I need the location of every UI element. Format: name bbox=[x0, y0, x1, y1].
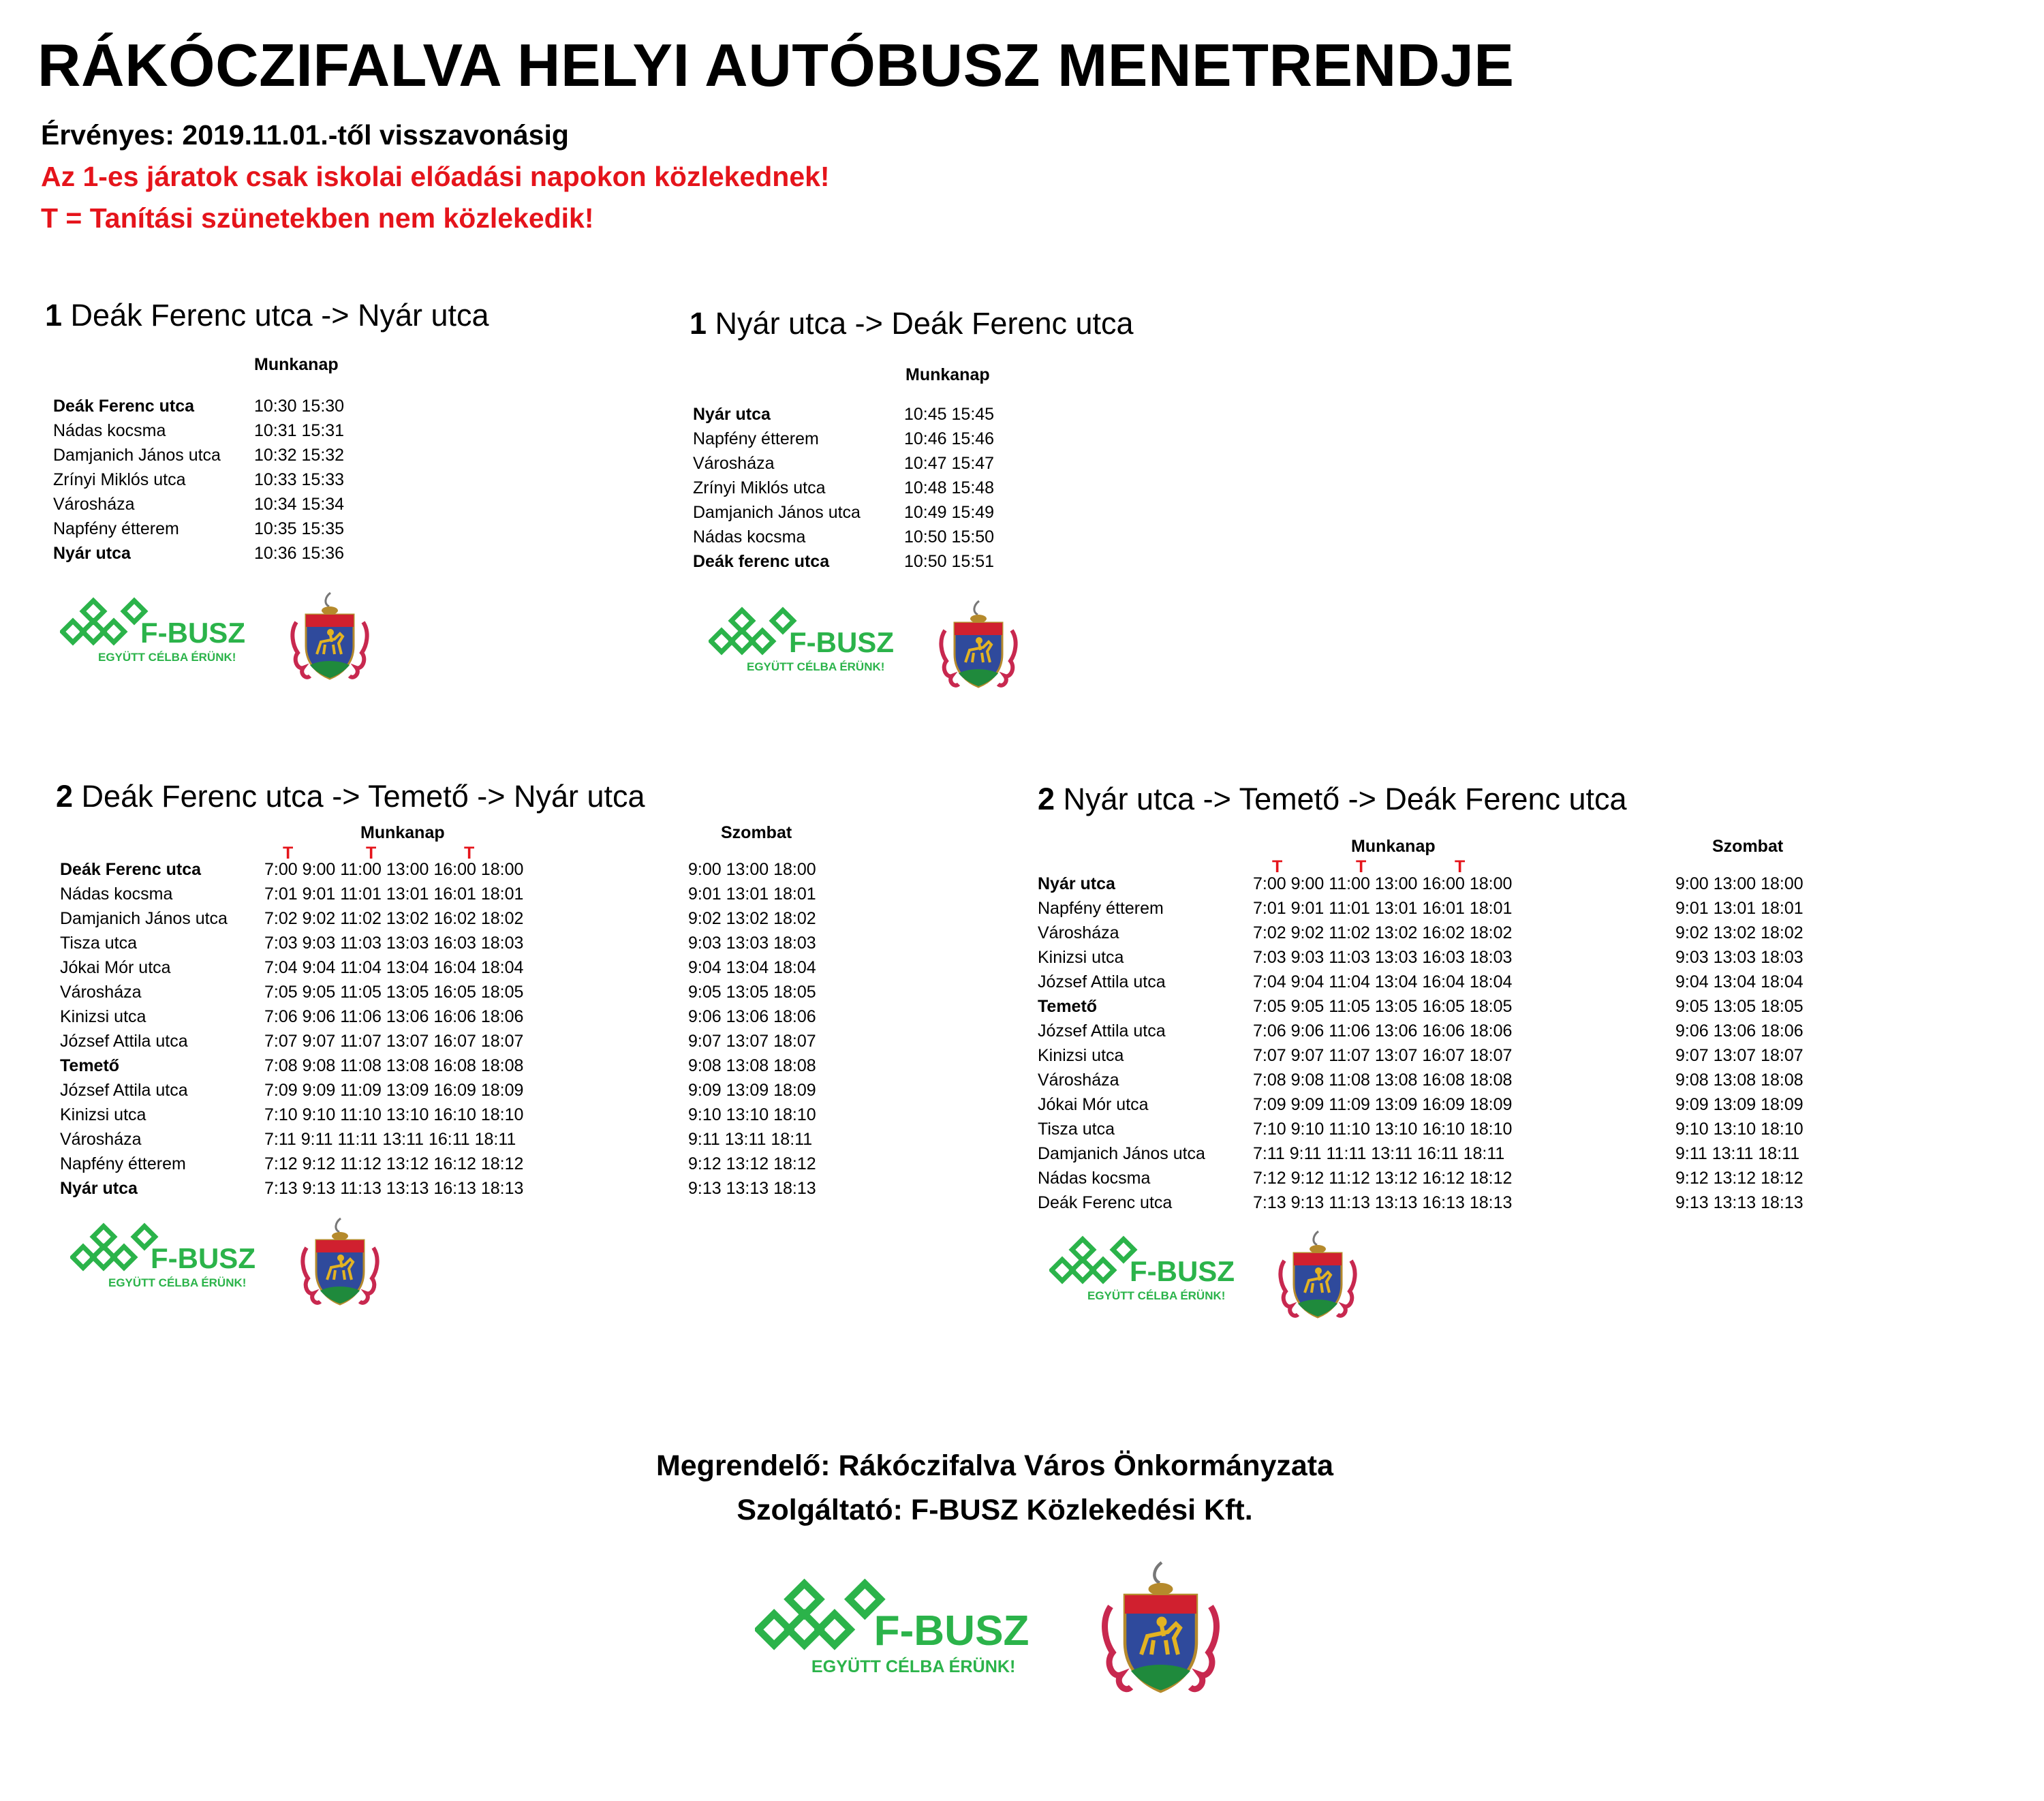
saturday-times: 9:05 13:05 18:05 bbox=[688, 983, 816, 1002]
departure-times: 10:46 15:46 bbox=[904, 429, 995, 448]
weekday-times: 7:02 9:02 11:02 13:02 16:02 18:02 bbox=[264, 909, 524, 928]
weekday-times: 7:01 9:01 11:01 13:01 16:01 18:01 bbox=[1253, 899, 1513, 918]
weekday-times: 7:06 9:06 11:06 13:06 16:06 18:06 bbox=[1253, 1021, 1513, 1041]
route-name: Deák Ferenc utca -> Temető -> Nyár utca bbox=[81, 779, 645, 814]
table-row bbox=[1038, 1092, 1855, 1117]
coat-of-arms-svg bbox=[938, 600, 1019, 692]
stop-name: József Attila utca bbox=[1038, 972, 1166, 991]
table-row bbox=[693, 500, 1047, 525]
notice-t-legend: T = Tanítási szünetekben nem közlekedik! bbox=[41, 202, 594, 234]
weekday-times: 7:08 9:08 11:08 13:08 16:08 18:08 bbox=[264, 1056, 524, 1075]
stop-name: Nádas kocsma bbox=[53, 421, 166, 440]
table-row bbox=[1038, 896, 1855, 921]
stop-list bbox=[60, 857, 878, 1201]
stop-name: Nádas kocsma bbox=[693, 527, 806, 547]
table-row bbox=[693, 451, 1047, 476]
table-row bbox=[693, 476, 1047, 500]
table-row bbox=[1038, 1190, 1855, 1215]
weekday-times: 7:10 9:10 11:10 13:10 16:10 18:10 bbox=[1253, 1120, 1513, 1139]
timetable-title bbox=[690, 308, 1134, 339]
table-row bbox=[60, 857, 878, 882]
column-header-weekday: Munkanap bbox=[254, 355, 339, 374]
route-number: 1 bbox=[45, 298, 63, 333]
weekday-times: 7:02 9:02 11:02 13:02 16:02 18:02 bbox=[1253, 923, 1513, 942]
stop-name: Zrínyi Miklós utca bbox=[693, 478, 826, 497]
stop-name: Jókai Mór utca bbox=[1038, 1095, 1149, 1114]
coat-of-arms-icon-large bbox=[1100, 1560, 1221, 1702]
stop-name: Napfény étterem bbox=[1038, 899, 1164, 918]
stop-name: Damjanich János utca bbox=[60, 909, 228, 928]
stop-name: Zrínyi Miklós utca bbox=[53, 470, 186, 489]
table-row bbox=[53, 394, 407, 418]
stop-name: Kinizsi utca bbox=[60, 1105, 146, 1124]
weekday-times: 7:04 9:04 11:04 13:04 16:04 18:04 bbox=[264, 958, 524, 977]
stop-name: Deák Ferenc utca bbox=[60, 860, 202, 879]
fbusz-slogan: EGYÜTT CÉLBA ÉRÜNK! bbox=[747, 660, 885, 673]
coat-of-arms-svg bbox=[1100, 1560, 1221, 1699]
departure-times: 10:50 15:50 bbox=[904, 527, 995, 547]
saturday-times: 9:06 13:06 18:06 bbox=[1675, 1021, 1803, 1041]
timetable-title bbox=[56, 781, 645, 812]
stop-name: Deák ferenc utca bbox=[693, 552, 830, 571]
stop-name: Nyár utca bbox=[693, 405, 771, 424]
saturday-times: 9:00 13:00 18:00 bbox=[688, 860, 816, 879]
saturday-times: 9:08 13:08 18:08 bbox=[1675, 1071, 1803, 1090]
saturday-times: 9:08 13:08 18:08 bbox=[688, 1056, 816, 1075]
fbusz-slogan: EGYÜTT CÉLBA ÉRÜNK! bbox=[98, 651, 236, 664]
stop-list bbox=[1038, 872, 1855, 1215]
table-row bbox=[693, 525, 1047, 549]
route-number: 2 bbox=[1038, 782, 1055, 816]
coat-of-arms-svg bbox=[1278, 1230, 1358, 1322]
weekday-times: 7:11 9:11 11:11 13:11 16:11 18:11 bbox=[1253, 1144, 1505, 1163]
table-row bbox=[1038, 1166, 1855, 1190]
departure-times: 10:45 15:45 bbox=[904, 405, 995, 424]
weekday-times: 7:00 9:00 11:00 13:00 16:00 18:00 bbox=[264, 860, 524, 879]
weekday-times: 7:04 9:04 11:04 13:04 16:04 18:04 bbox=[1253, 972, 1513, 991]
stop-name: Kinizsi utca bbox=[60, 1007, 146, 1026]
stop-name: József Attila utca bbox=[60, 1032, 188, 1051]
departure-times: 10:32 15:32 bbox=[254, 446, 345, 465]
table-row bbox=[1038, 1117, 1855, 1141]
table-row bbox=[1038, 1043, 1855, 1068]
weekday-times: 7:09 9:09 11:09 13:09 16:09 18:09 bbox=[1253, 1095, 1513, 1114]
saturday-times: 9:10 13:10 18:10 bbox=[1675, 1120, 1803, 1139]
route-number: 2 bbox=[56, 779, 74, 814]
weekday-times: 7:01 9:01 11:01 13:01 16:01 18:01 bbox=[264, 884, 524, 904]
table-row bbox=[693, 402, 1047, 427]
footer-orderer: Megrendelő: Rákóczifalva Város Önkormányzata bbox=[655, 1449, 1334, 1482]
table-row bbox=[60, 931, 878, 955]
stop-name: Temető bbox=[1038, 997, 1098, 1016]
departure-times: 10:48 15:48 bbox=[904, 478, 995, 497]
stop-name: Városháza bbox=[1038, 923, 1119, 942]
page-title: RÁKÓCZIFALVA HELYI AUTÓBUSZ MENETRENDJE bbox=[37, 31, 1515, 99]
departure-times: 10:50 15:51 bbox=[904, 552, 995, 571]
weekday-times: 7:05 9:05 11:05 13:05 16:05 18:05 bbox=[1253, 997, 1513, 1016]
weekday-times: 7:05 9:05 11:05 13:05 16:05 18:05 bbox=[264, 983, 524, 1002]
route-number: 1 bbox=[690, 306, 707, 341]
table-row bbox=[53, 517, 407, 541]
stop-name: Városháza bbox=[693, 454, 775, 473]
saturday-times: 9:12 13:12 18:12 bbox=[1675, 1169, 1803, 1188]
saturday-times: 9:13 13:13 18:13 bbox=[688, 1179, 816, 1198]
stop-name: Damjanich János utca bbox=[693, 503, 861, 522]
table-row bbox=[60, 955, 878, 980]
saturday-times: 9:09 13:09 18:09 bbox=[688, 1081, 816, 1100]
weekday-times: 7:10 9:10 11:10 13:10 16:10 18:10 bbox=[264, 1105, 524, 1124]
validity-text: Érvényes: 2019.11.01.-től visszavonásig bbox=[41, 119, 569, 151]
stop-name: Városháza bbox=[53, 495, 135, 514]
column-header-weekday: Munkanap bbox=[1351, 837, 1436, 856]
weekday-times: 7:06 9:06 11:06 13:06 16:06 18:06 bbox=[264, 1007, 524, 1026]
departure-times: 10:34 15:34 bbox=[254, 495, 345, 514]
table-row bbox=[53, 541, 407, 566]
table-row bbox=[60, 1053, 878, 1078]
stop-name: Nádas kocsma bbox=[60, 884, 173, 904]
table-row bbox=[60, 1078, 878, 1103]
stop-name: Temető bbox=[60, 1056, 120, 1075]
table-row bbox=[60, 906, 878, 931]
weekday-times: 7:08 9:08 11:08 13:08 16:08 18:08 bbox=[1253, 1071, 1513, 1090]
stop-name: Deák Ferenc utca bbox=[1038, 1193, 1173, 1212]
stop-name: Napfény étterem bbox=[53, 519, 179, 538]
table-row bbox=[693, 427, 1047, 451]
stop-name: Damjanich János utca bbox=[53, 446, 221, 465]
t-mark: T bbox=[1272, 857, 1283, 876]
table-row bbox=[1038, 1068, 1855, 1092]
table-row bbox=[1038, 1141, 1855, 1166]
table-row bbox=[1038, 994, 1855, 1019]
stop-name: József Attila utca bbox=[60, 1081, 188, 1100]
stop-name: Városháza bbox=[60, 1130, 142, 1149]
table-row bbox=[53, 443, 407, 467]
timetable-title bbox=[1038, 784, 1627, 814]
table-row bbox=[60, 1029, 878, 1053]
fbusz-brand: F-BUSZ bbox=[1130, 1255, 1235, 1287]
stop-name: Damjanich János utca bbox=[1038, 1144, 1205, 1163]
table-row bbox=[53, 418, 407, 443]
fbusz-brand: F-BUSZ bbox=[151, 1242, 256, 1274]
column-header-saturday: Szombat bbox=[1712, 837, 1784, 856]
saturday-times: 9:02 13:02 18:02 bbox=[688, 909, 816, 928]
route-name: Nyár utca -> Deák Ferenc utca bbox=[715, 306, 1134, 341]
t-mark: T bbox=[1455, 857, 1466, 876]
coat-of-arms-svg bbox=[300, 1217, 380, 1309]
weekday-times: 7:03 9:03 11:03 13:03 16:03 18:03 bbox=[1253, 948, 1513, 967]
stop-list bbox=[53, 394, 407, 566]
stop-name: Kinizsi utca bbox=[1038, 948, 1124, 967]
stop-name: Nádas kocsma bbox=[1038, 1169, 1151, 1188]
route-name: Nyár utca -> Temető -> Deák Ferenc utca bbox=[1063, 782, 1627, 816]
fbusz-slogan: EGYÜTT CÉLBA ÉRÜNK! bbox=[108, 1276, 247, 1289]
table-row bbox=[60, 1152, 878, 1176]
stop-name: Tisza utca bbox=[1038, 1120, 1115, 1139]
saturday-times: 9:03 13:03 18:03 bbox=[688, 934, 816, 953]
fbusz-slogan: EGYÜTT CÉLBA ÉRÜNK! bbox=[811, 1657, 1016, 1677]
coat-of-arms-icon bbox=[300, 1217, 380, 1312]
departure-times: 10:36 15:36 bbox=[254, 544, 345, 563]
saturday-times: 9:06 13:06 18:06 bbox=[688, 1007, 816, 1026]
column-header-weekday: Munkanap bbox=[905, 365, 990, 384]
saturday-times: 9:00 13:00 18:00 bbox=[1675, 874, 1803, 893]
coat-of-arms-icon bbox=[1278, 1230, 1358, 1325]
stop-list bbox=[693, 402, 1047, 574]
table-row bbox=[53, 467, 407, 492]
table-row bbox=[60, 1103, 878, 1127]
table-row bbox=[1038, 1019, 1855, 1043]
saturday-times: 9:07 13:07 18:07 bbox=[1675, 1046, 1803, 1065]
table-row bbox=[60, 1176, 878, 1201]
timetable-title bbox=[45, 298, 489, 333]
weekday-times: 7:12 9:12 11:12 13:12 16:12 18:12 bbox=[1253, 1169, 1513, 1188]
t-mark: T bbox=[1356, 857, 1367, 876]
saturday-times: 9:10 13:10 18:10 bbox=[688, 1105, 816, 1124]
table-row bbox=[60, 1127, 878, 1152]
column-header-weekday: Munkanap bbox=[360, 823, 445, 842]
table-row bbox=[60, 1004, 878, 1029]
saturday-times: 9:12 13:12 18:12 bbox=[688, 1154, 816, 1173]
table-row bbox=[1038, 945, 1855, 970]
table-row bbox=[1038, 921, 1855, 945]
notice-school-days: Az 1-es járatok csak iskolai előadási napokon közlekednek! bbox=[41, 161, 830, 192]
departure-times: 10:35 15:35 bbox=[254, 519, 345, 538]
weekday-times: 7:07 9:07 11:07 13:07 16:07 18:07 bbox=[264, 1032, 524, 1051]
departure-times: 10:33 15:33 bbox=[254, 470, 345, 489]
weekday-times: 7:11 9:11 11:11 13:11 16:11 18:11 bbox=[264, 1130, 516, 1149]
t-mark: T bbox=[464, 844, 475, 863]
fbusz-brand: F-BUSZ bbox=[140, 617, 245, 649]
weekday-times: 7:09 9:09 11:09 13:09 16:09 18:09 bbox=[264, 1081, 524, 1100]
stop-name: Nyár utca bbox=[1038, 874, 1115, 893]
weekday-times: 7:07 9:07 11:07 13:07 16:07 18:07 bbox=[1253, 1046, 1513, 1065]
weekday-times: 7:13 9:13 11:13 13:13 16:13 18:13 bbox=[1253, 1193, 1513, 1212]
departure-times: 10:49 15:49 bbox=[904, 503, 995, 522]
table-row bbox=[53, 492, 407, 517]
saturday-times: 9:01 13:01 18:01 bbox=[1675, 899, 1803, 918]
stop-name: Kinizsi utca bbox=[1038, 1046, 1124, 1065]
table-row bbox=[60, 980, 878, 1004]
weekday-times: 7:12 9:12 11:12 13:12 16:12 18:12 bbox=[264, 1154, 524, 1173]
weekday-times: 7:00 9:00 11:00 13:00 16:00 18:00 bbox=[1253, 874, 1513, 893]
t-mark: T bbox=[283, 844, 294, 863]
fbusz-brand: F-BUSZ bbox=[789, 626, 894, 658]
departure-times: 10:30 15:30 bbox=[254, 397, 345, 416]
coat-of-arms-icon bbox=[938, 600, 1019, 695]
stop-name: József Attila utca bbox=[1038, 1021, 1166, 1041]
t-mark: T bbox=[366, 844, 377, 863]
stop-name: Deák Ferenc utca bbox=[53, 397, 195, 416]
saturday-times: 9:11 13:11 18:11 bbox=[1675, 1144, 1800, 1163]
footer-provider: Szolgáltató: F-BUSZ Közlekedési Kft. bbox=[737, 1494, 1253, 1526]
weekday-times: 7:13 9:13 11:13 13:13 16:13 18:13 bbox=[264, 1179, 524, 1198]
route-name: Deák Ferenc utca -> Nyár utca bbox=[70, 298, 489, 333]
fbusz-brand: F-BUSZ bbox=[873, 1607, 1029, 1655]
stop-name: Városháza bbox=[1038, 1071, 1119, 1090]
saturday-times: 9:04 13:04 18:04 bbox=[1675, 972, 1803, 991]
saturday-times: 9:01 13:01 18:01 bbox=[688, 884, 816, 904]
stop-name: Nyár utca bbox=[60, 1179, 138, 1198]
saturday-times: 9:13 13:13 18:13 bbox=[1675, 1193, 1803, 1212]
stop-name: Városháza bbox=[60, 983, 142, 1002]
saturday-times: 9:07 13:07 18:07 bbox=[688, 1032, 816, 1051]
table-row bbox=[1038, 970, 1855, 994]
saturday-times: 9:03 13:03 18:03 bbox=[1675, 948, 1803, 967]
stop-name: Nyár utca bbox=[53, 544, 131, 563]
saturday-times: 9:04 13:04 18:04 bbox=[688, 958, 816, 977]
column-header-saturday: Szombat bbox=[721, 823, 792, 842]
table-row bbox=[1038, 872, 1855, 896]
departure-times: 10:47 15:47 bbox=[904, 454, 995, 473]
saturday-times: 9:09 13:09 18:09 bbox=[1675, 1095, 1803, 1114]
table-row bbox=[60, 882, 878, 906]
departure-times: 10:31 15:31 bbox=[254, 421, 345, 440]
stop-name: Jókai Mór utca bbox=[60, 958, 171, 977]
saturday-times: 9:11 13:11 18:11 bbox=[688, 1130, 813, 1149]
saturday-times: 9:02 13:02 18:02 bbox=[1675, 923, 1803, 942]
coat-of-arms-svg bbox=[290, 591, 370, 683]
saturday-times: 9:05 13:05 18:05 bbox=[1675, 997, 1803, 1016]
stop-name: Napfény étterem bbox=[60, 1154, 186, 1173]
fbusz-slogan: EGYÜTT CÉLBA ÉRÜNK! bbox=[1087, 1289, 1226, 1302]
table-row bbox=[693, 549, 1047, 574]
weekday-times: 7:03 9:03 11:03 13:03 16:03 18:03 bbox=[264, 934, 524, 953]
coat-of-arms-icon bbox=[290, 591, 370, 687]
stop-name: Tisza utca bbox=[60, 934, 138, 953]
stop-name: Napfény étterem bbox=[693, 429, 819, 448]
